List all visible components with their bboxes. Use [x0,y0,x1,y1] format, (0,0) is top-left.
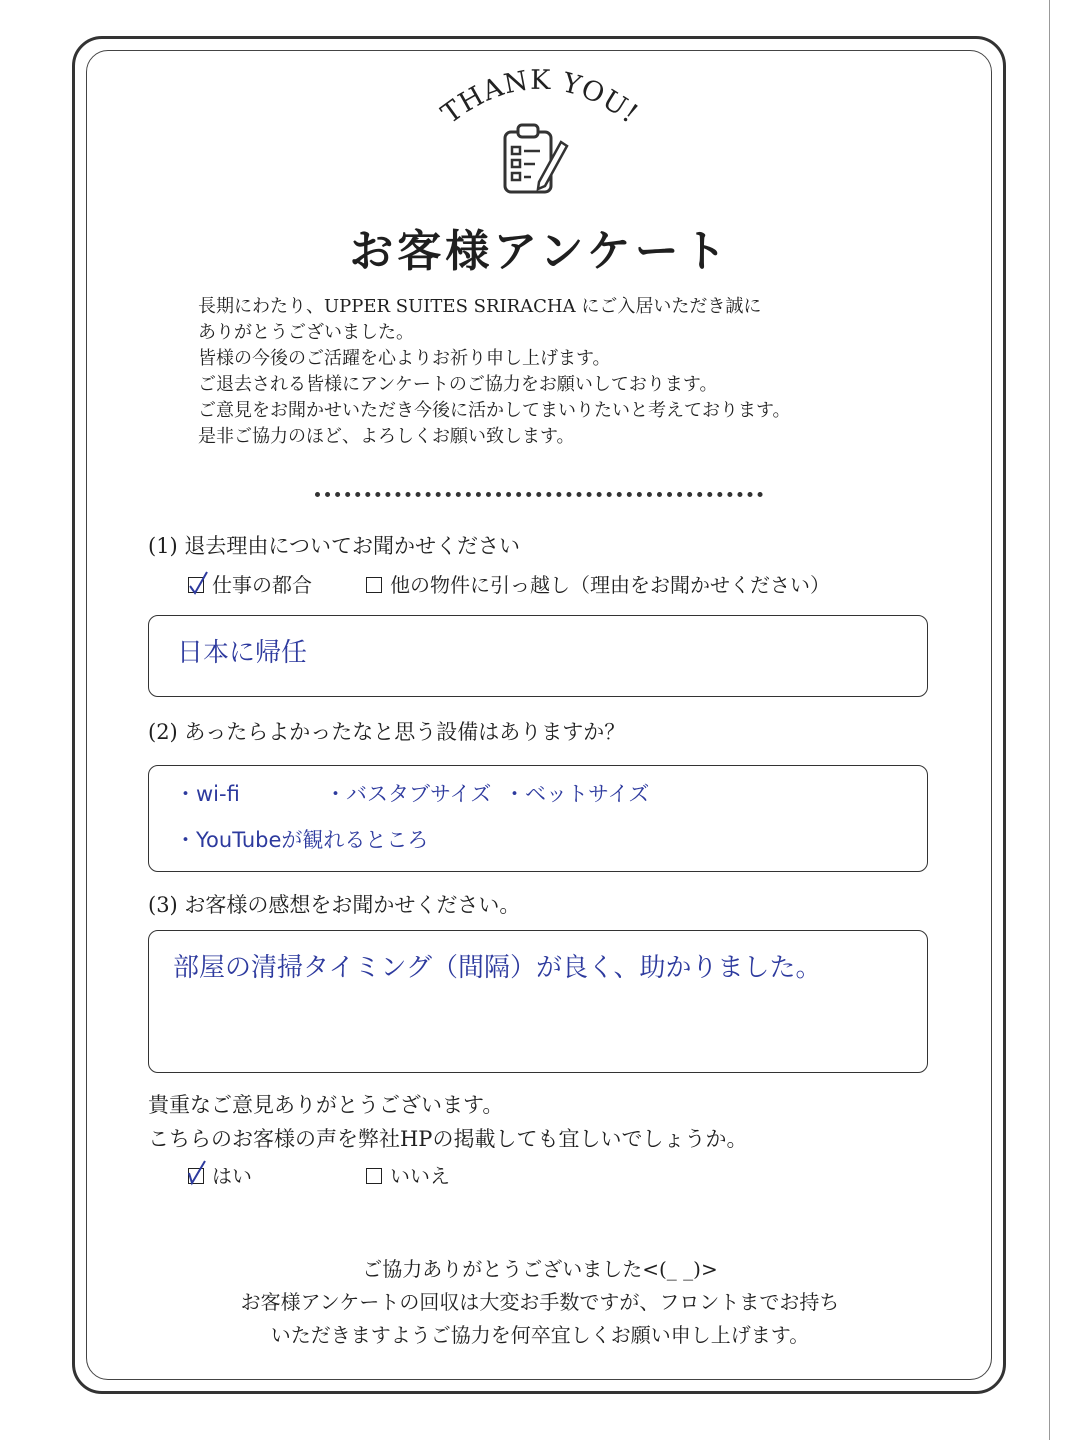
answer-box-q2[interactable] [148,765,928,872]
consent-line-2: こちらのお客様の声を弊社HPの掲載しても宜しいでしょうか。 [148,1127,748,1151]
checkbox-other-property[interactable] [366,577,382,593]
handwritten-answer-q2-line2: ・YouTubeが観れるところ [175,828,429,852]
answer-box-q1[interactable] [148,615,928,697]
intro-line: 是非ご協力のほど、よろしくお願い致します。 [198,426,575,447]
answer-box-q3[interactable] [148,930,928,1073]
handwritten-answer-q2-item: ・ベットサイズ [504,782,650,806]
footer-line-1: ご協力ありがとうございました<(_ _)> [362,1257,718,1281]
intro-line: 皆様の今後のご活躍を心よりお祈り申し上げます。 [198,348,611,369]
intro-line: 長期にわたり、UPPER SUITES SRIRACHA にご入居いただき誠に [198,296,762,317]
clipboard-checklist-icon [495,120,575,200]
thank-you-text: THANK YOU! [435,64,645,131]
footer-line-3: いただきますようご協力を何卒宜しくお願い申し上げます。 [270,1323,810,1347]
handwritten-answer-q2-item: ・バスタブサイズ [325,782,492,806]
footer-line-2: お客様アンケートの回収は大変お手数ですが、フロントまでお持ち [240,1290,840,1314]
checkbox-consent-no[interactable] [366,1168,382,1184]
handwritten-answer-q3: 部屋の清掃タイミング（間隔）が良く、助かりました。 [173,953,822,983]
intro-line: ご退去される皆様にアンケートのご協力をお願いしております。 [198,374,718,395]
option-consent-yes[interactable] [188,1160,252,1189]
footer-text [0,1253,1080,1352]
intro-line: ご意見をお聞かせいただき今後に活かしてまいりたいと考えております。 [198,400,791,421]
checkbox-work-reason[interactable] [188,577,204,593]
option-work-reason-label: 仕事の都合 [212,573,312,597]
page-title: お客様アンケート [349,226,731,277]
checkmark-icon [185,1161,211,1189]
intro-text [198,294,898,450]
option-consent-yes-label: はい [212,1164,252,1188]
question-2-label: (2) あったらよかったなと思う設備はありますか？ [148,720,626,744]
intro-line: ありがとうございました。 [198,322,414,343]
consent-line-1: 貴重なご意見ありがとうございます。 [148,1093,504,1117]
handwritten-answer-q1: 日本に帰任 [177,638,308,668]
option-other-property-label: 他の物件に引っ越し（理由をお聞かせください） [390,573,830,597]
question-3-label: (3) お客様の感想をお聞かせください。 [148,893,521,917]
checkbox-consent-yes[interactable] [188,1168,204,1184]
option-consent-no[interactable] [366,1160,450,1189]
question-1-label: (1) 退去理由についてお聞かせください [148,534,521,558]
option-other-property[interactable] [366,569,830,598]
checkmark-icon [185,570,211,598]
handwritten-answer-q2-item: ・wi-fi [175,782,240,806]
option-consent-no-label: いいえ [390,1164,450,1188]
dotted-divider [315,492,763,498]
consent-text [148,1088,747,1156]
option-work-reason[interactable] [188,569,312,598]
